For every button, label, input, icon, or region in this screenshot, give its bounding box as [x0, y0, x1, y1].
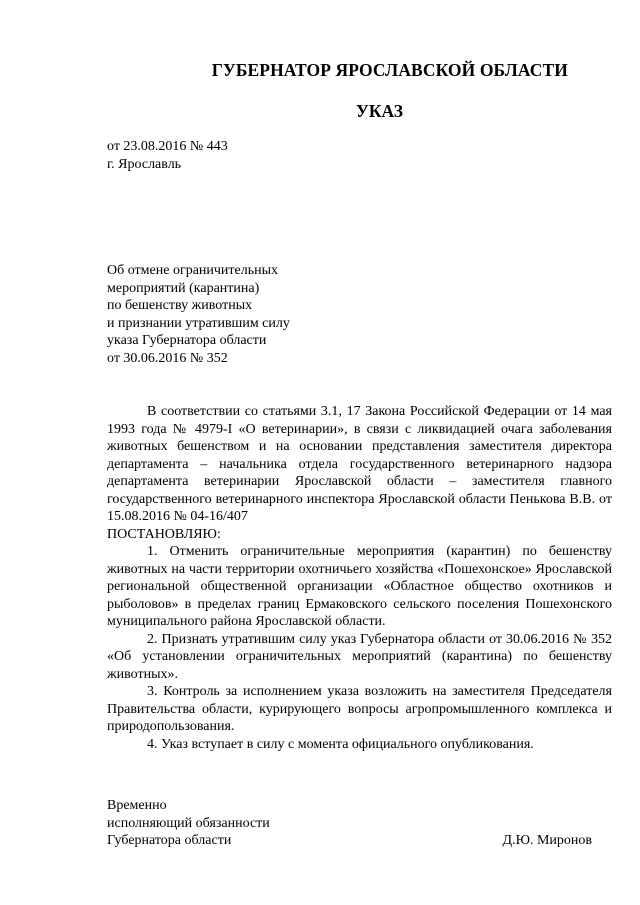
- document-subject: [107, 262, 290, 367]
- document-meta: [107, 138, 228, 173]
- date-number: от 23.08.2016 № 443: [107, 139, 228, 154]
- decree-item: 4. Указ вступает в силу с момента официального опубликования.: [147, 736, 534, 752]
- subject-line: мероприятий (карантина): [107, 280, 260, 296]
- city: г. Ярославль: [107, 156, 182, 172]
- subject-line: и признании утратившим силу: [107, 315, 290, 331]
- preamble-paragraph: В соответствии со статьями 3.1, 17 Закона Российской Федерации от 14 мая 1993 года № 4979-I «О ветеринарии», в связи с ликвидацией очага заболевания животных бешенством и на основании представления заместителя директора департамента – начальника отдела государственного ветеринарного надзора департамента ветеринарии Ярославской области – заместителя главного государственного ветеринарного инспектора Ярославской области Пенькова В.В. от 15.08.2016 № 04-16/407: [107, 404, 612, 524]
- signature-block: [107, 797, 592, 850]
- subject-line: от 30.06.2016 № 352: [107, 350, 228, 366]
- issuing-authority: ГУБЕРНАТОР ЯРОСЛАВСКОЙ ОБЛАСТИ: [211, 60, 568, 80]
- decree-item: 3. Контроль за исполнением указа возложить на заместителя Председателя Правительства области, курирующего вопросы агропромышленного комплекса и природопользования.: [107, 684, 612, 734]
- signatory-title-line: Временно: [107, 798, 167, 813]
- document-body: [107, 403, 612, 753]
- subject-line: Об отмене ограничительных: [107, 263, 279, 278]
- signatory-title-line: исполняющий обязанности: [107, 815, 270, 831]
- decree-word: ПОСТАНОВЛЯЮ:: [107, 526, 221, 542]
- subject-line: указа Губернатора области: [107, 333, 267, 348]
- subject-line: по бешенству животных: [107, 298, 253, 313]
- decree-item: 2. Признать утратившим силу указ Губернатора области от 30.06.2016 № 352 «Об установлении ограничительных мероприятий (карантина) по бешенству животных».: [107, 631, 612, 682]
- signatory-name: Д.Ю. Миронов: [502, 833, 592, 848]
- signatory-title-line: Губернатора области: [107, 833, 232, 848]
- document-type: УКАЗ: [356, 101, 403, 121]
- decree-item: 1. Отменить ограничительные мероприятия (карантин) по бешенству животных на части территории охотничьего хозяйства «Пошехонское» Ярославской региональной общественной организации «Областное общество охотников и рыболовов» в пределах границ Ермаковского сельского поселения Пошехонского муниципального района Ярославской области.: [107, 544, 612, 629]
